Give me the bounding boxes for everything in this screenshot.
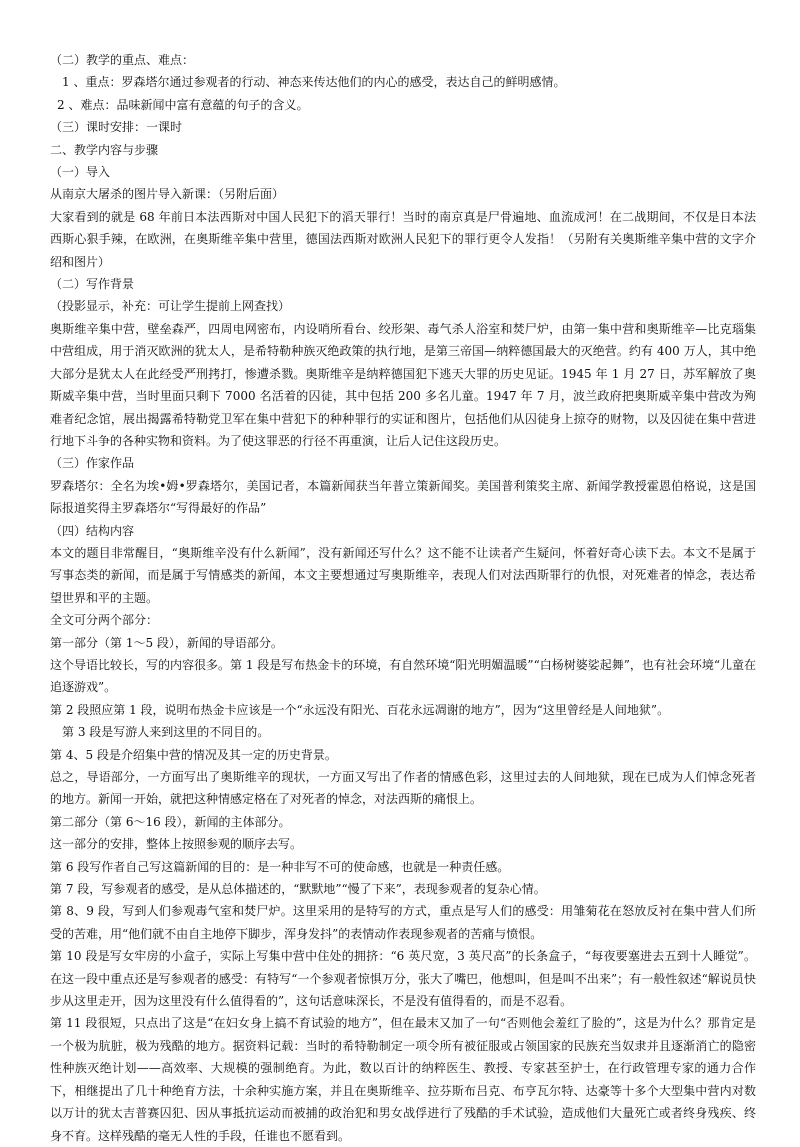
paragraph: 第 4、5 段是介绍集中营的情况及其一定的历史背景。 [50, 747, 337, 762]
subheading-introduction: （一）导入 [50, 165, 111, 180]
paragraph: 罗森塔尔：全名为埃•姆•罗森塔尔，美国记者，本篇新闻获当年普立策新闻奖。美国普利策奖主席、新闻学教授霍恩伯格说，这是国际报道奖得主罗森塔尔“写得最好的作品” [50, 478, 756, 516]
section-heading-teaching-steps: 二、教学内容与步骤 [50, 142, 159, 157]
section-heading-schedule: （三）课时安排：一课时 [50, 120, 183, 135]
key-point-item: 1 、重点：罗森塔尔通过参观者的行动、神态来传达他们的内心的感受，表达自己的鲜明感情。 [62, 75, 566, 90]
paragraph: 第 11 段很短，只点出了这是“在妇女身上搞不育试验的地方”，但在最末又加了一句“否则他会羞红了脸的”，这是为什么？那肯定是一个极为肮脏，极为残酷的地方。据资料记载：当时的希特勒制定一项令所有被征服或占领国家的民族充当奴隶并且逐渐消亡的隐密性种族灭绝计划——高效率、大规模的强制绝育。为此，数以百计的纳粹医生、教授、专家甚至护士，在行政管理专家的通力合作下，相继提出了几十种绝育方法，十余种实施方案，并且在奥斯维辛、拉芬斯布吕克、布亨瓦尔特、达豪等十多个大型集中营内对数以万计的犹太吉普赛囚犯、因从事抵抗运动而被捕的政治犯和男女战俘进行了残酷的手术试验，造成他们大量死亡或者终身残疾、终身不育。这样残酷的毫无人性的手段，任谁也不愿看到。 [50, 1016, 756, 1143]
paragraph: 这个导语比较长，写的内容很多。第 1 段是写布热金卡的环境，有自然环境“阳光明媚温暖”“白杨树婆娑起舞”，也有社会环境“儿童在追逐游戏”。 [50, 657, 756, 695]
paragraph: 大家看到的就是 68 年前日本法西斯对中国人民犯下的滔天罪行！当时的南京真是尸骨遍地、血流成河！在二战期间，不仅是日本法西斯心狠手辣，在欧洲，在奥斯维辛集中营里，德国法西斯对欧洲人民犯下的罪行更令人发指！（另附有关奥斯维辛集中营的文字介绍和图片） [50, 209, 756, 269]
paragraph: 第 10 段是写女牢房的小盒子，实际上写集中营中住处的拥挤：“6 英尺宽，3 英尺高”的长条盒子，“每夜要塞进去五到十人睡觉”。在这一段中重点还是写参观者的感受：有特写“一个参观者惊惧万分，张大了嘴巴，他想叫，但是叫不出来”；有一般性叙述“解说员快步从这里走开，因为这里没有什么值得看的”，这句话意味深长，不是没有值得看的，而是不忍看。 [50, 949, 756, 1009]
paragraph: 奥斯维辛集中营，壁垒森严，四周电网密布，内设哨所看台、绞形架、毒气杀人浴室和焚尸炉，由第一集中营和奥斯维辛—比克瑙集中营组成，用于消灭欧洲的犹太人，是希特勒种族灭绝政策的执行地，是第三帝国—纳粹德国最大的灭绝营。约有 400 万人，其中绝大部分是犹太人在此经受严刑拷打，惨遭杀戮。奥斯维辛是纳粹德国犯下逃天大罪的历史见证。1945 年 1 月 27 日，苏军解放了奥斯威辛集中营，当时里面只剩下 7000 名活着的囚徒，其中包括 200 多名儿童。1947 年 7 月，波兰政府把奥斯威辛集中营改为殉难者纪念馆，展出揭露希特勒党卫军在集中营犯下的种种罪行的实证和图片，包括他们从囚徒身上掠夺的财物，以及囚徒在集中营进行地下斗争的各种实物和资料。为了使这罪恶的行径不再重演，让后人记住这段历史。 [50, 321, 756, 448]
paragraph: 这一部分的安排，整体上按照参观的顺序去写。 [50, 837, 303, 852]
subheading-author: （三）作家作品 [50, 456, 135, 471]
section-heading-key-points: （二）教学的重点、难点： [50, 53, 195, 67]
subheading-structure: （四）结构内容 [50, 523, 135, 538]
paragraph: 第 2 段照应第 1 段，说明布热金卡应该是一个“永远没有阳光、百花永远凋谢的地方”，因为“这里曾经是人间地狱”。 [50, 702, 670, 717]
paragraph: 第二部分（第 6～16 段），新闻的主体部分。 [50, 814, 291, 829]
paragraph: 第 6 段写作者自己写这篇新闻的目的：是一种非写不可的使命感，也就是一种责任感。 [50, 859, 510, 874]
paragraph: 第一部分（第 1～5 段），新闻的导语部分。 [50, 635, 283, 650]
paragraph: 从南京大屠杀的图片导入新课：（另附后面） [50, 187, 285, 202]
subheading-background: （二）写作背景 [50, 277, 135, 292]
paragraph: 第 3 段是写游人来到这里的不同目的。 [62, 725, 270, 740]
difficulty-item: 2 、难点：品味新闻中富有意蕴的句子的含义。 [57, 97, 309, 112]
paragraph: 本文的题目非常醒目，“奥斯维辛没有什么新闻”，没有新闻还写什么？这不能不让读者产生疑问，怀着好奇心读下去。本文不是属于写事态类的新闻，而是属于写情感类的新闻，本文主要想通过写奥斯维辛，表现人们对法西斯罪行的仇恨，对死难者的悼念，表达希望世界和平的主题。 [50, 545, 756, 605]
paragraph: （投影显示，补充：可让学生提前上网查找） [50, 299, 291, 314]
paragraph: 全文可分两个部分： [50, 613, 159, 628]
paragraph: 第 8、9 段，写到人们参观毒气室和焚尸炉。这里采用的是特写的方式，重点是写人们的感受：用雏菊花在怒放反衬在集中营人们所受的苦难，用“他们就不由自主地停下脚步，浑身发抖”的表情动作表现参观者的苦痛与愤恨。 [50, 904, 756, 941]
paragraph: 总之，导语部分，一方面写出了奥斯维辛的现状，一方面又写出了作者的情感色彩，这里过去的人间地狱，现在已成为人们悼念死者的地方。新闻一开始，就把这种情感定格在了对死者的悼念，对法西斯的痛恨上。 [50, 770, 756, 807]
paragraph: 第 7 段，写参观者的感受，是从总体描述的，“默默地”“慢了下来”，表现参观者的复杂心情。 [50, 882, 546, 897]
